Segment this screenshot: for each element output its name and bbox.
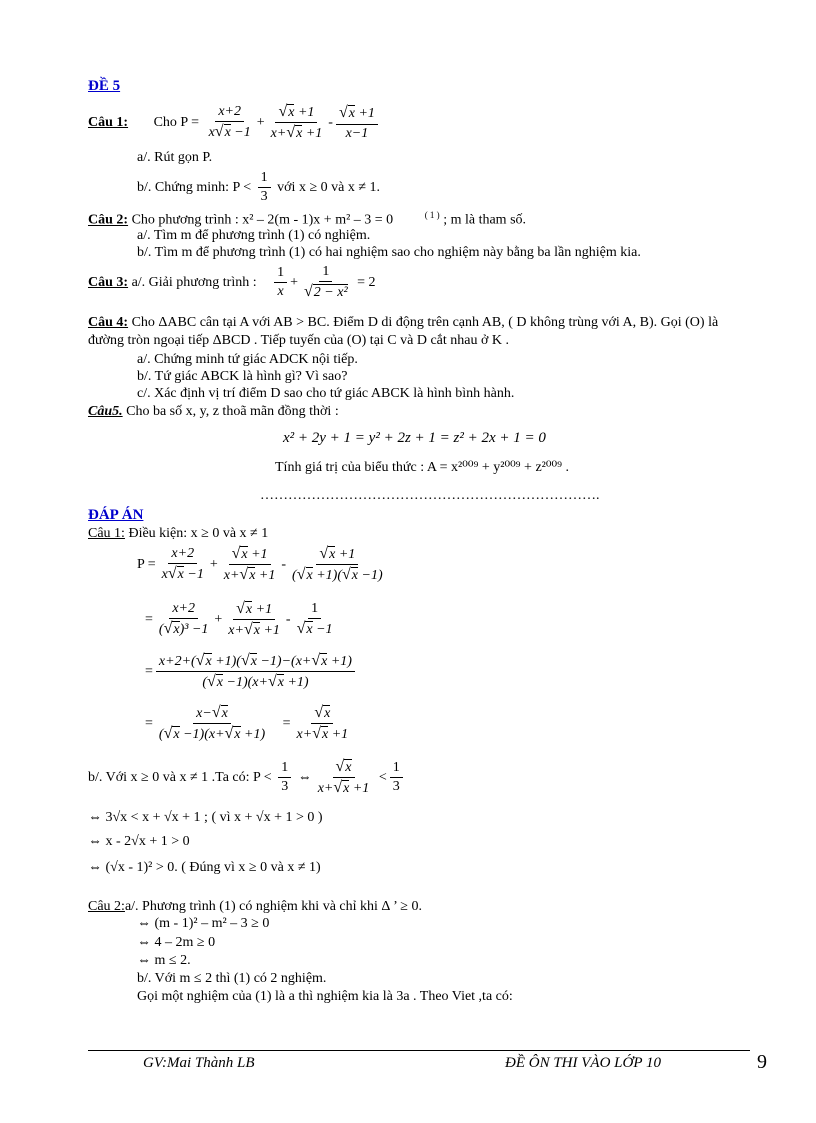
p-fraction-3: $\frac{√x +1}{x-1}$: [336, 104, 378, 141]
exam-title: ĐỀ 5: [88, 78, 121, 94]
question-4: [88, 315, 718, 331]
equation-ref: ( 1 ): [424, 210, 440, 220]
answer-2a: Câu 2:a/. Phương trình (1) có nghiệm khi và chỉ khi Δ ’ ≥ 0.: [88, 899, 422, 914]
question-4c: c/. Xác định vị trí điểm D sao cho tứ giác ABCK là hình bình hành.: [137, 386, 515, 401]
question-5-task: Tính giá trị của biểu thức : A = x²⁰⁰⁹ + y²⁰⁰⁹ + z²⁰⁰⁹ .: [275, 460, 569, 475]
page-number: 9: [757, 1051, 767, 1073]
question-2b: b/. Tìm m để phương trình (1) có hai nghiệm sao cho nghiệm này bằng ba lần nghiệm kia.: [137, 245, 641, 260]
question-1-label: Câu 1:: [88, 115, 129, 131]
question-3-label: Câu 3:: [88, 274, 129, 290]
question-4a: a/. Chứng minh tứ giác ADCK nội tiếp.: [137, 352, 358, 367]
derivation-step-2: = $\frac{x+2}{\text{(√x)³ −1}}$ + $\frac{√x +1}{x+√x +1}$ - $\frac{1}{√x -1}$: [145, 600, 333, 639]
question-2-intro: Cho phương trình : x² – 2(m - 1)x + m² – 3 = 0: [131, 212, 394, 228]
derivation-step-4: = $\frac{x-√x}{(√x -1)(x+√x +1)}$ = $\frac{√x}{x+√x +1}$: [145, 704, 349, 743]
system-equation: x² + 2y + 1 = y² + 2z + 1 = z² + 2x + 1 = 0: [283, 430, 546, 446]
question-4-label: Câu 4:: [88, 315, 129, 330]
question-5-label: Câu5.: [88, 404, 123, 419]
question-1: Câu 1: Cho P = $\frac{x+2}{x√x -1}$ + $\frac{√x +1}{x+√x +1}$ - $\frac{√x +1}{x-1}$: [88, 103, 381, 143]
question-2a: a/. Tìm m để phương trình (1) có nghiệm.: [137, 228, 371, 243]
derivation-step-3: = $\frac{x+2+(√x +1)(√x -1)-(x+√x +1)}{(√x -1)(x+√x +1)}$: [145, 652, 358, 692]
equation-fraction-1: $\frac{1}{x}$: [274, 265, 287, 300]
footer-subject: ĐỀ ÔN THI VÀO LỚP 10: [505, 1055, 661, 1071]
question-1b: b/. Chứng minh: P < $\frac{1}{3}$ với x ≥ 0 và x ≠ 1.: [137, 170, 381, 205]
question-4-line2: đường tròn ngoại tiếp ΔBCD . Tiếp tuyến của (O) tại C và D cắt nhau ở K .: [88, 333, 510, 348]
question-5-intro: Cho ba số x, y, z thoã mãn đồng thời :: [126, 404, 339, 419]
answer-2-label: Câu 2:: [88, 899, 125, 914]
answer-2a-step-3: ⇔ m ≤ 2.: [137, 953, 191, 968]
footer-author: GV:Mai Thành LB: [143, 1055, 255, 1071]
answer-1b-step-1: ⇔ 3√x < x + √x + 1 ; ( vì x + √x + 1 > 0 ): [88, 810, 323, 825]
answer-1-label: Câu 1:: [88, 526, 125, 541]
answer-2b: b/. Với m ≤ 2 thì (1) có 2 nghiệm.: [137, 971, 327, 986]
question-4b: b/. Tứ giác ABCK là hình gì? Vì sao?: [137, 369, 348, 384]
question-3-intro: a/. Giải phương trình :: [131, 274, 257, 290]
separator-dots: ……………………………………………………………….: [260, 488, 600, 503]
answer-1b: b/. Với x ≥ 0 và x ≠ 1 .Ta có: P < $\frac{1}{3}$ ⇔ $\frac{√x}{x+√x +1}$ < $\frac{1}{3}$: [88, 758, 406, 798]
question-3: Câu 3: a/. Giải phương trình : $\frac{1}{x}$ + $\frac{1}{\text{√2 − x²}}$ = 2: [88, 264, 376, 301]
equation-fraction-2: $\frac{1}{\text{√2 − x²}}$: [304, 264, 348, 301]
answer-2b-line2: Gọi một nghiệm của (1) là a thì nghiệm kia là 3a . Theo Viet ,ta có:: [137, 989, 513, 1004]
question-2: Câu 2: Cho phương trình : x² – 2(m - 1)x + m² – 3 = 0 $^{( 1 )}$ ; m là tham số.: [88, 210, 527, 228]
question-5: [88, 404, 339, 420]
answer-2a-step-1: ⇔ (m - 1)² – m² – 3 ≥ 0: [137, 916, 270, 931]
footer-divider: [88, 1050, 750, 1051]
question-2-label: Câu 2:: [88, 212, 129, 228]
question-4-line1: Cho ΔABC cân tại A với AB > BC. Điểm D di động trên cạnh AB, ( D không trùng với A, B). Gọi (O) là: [131, 315, 719, 330]
one-third-fraction: $\frac{1}{3}$: [258, 170, 271, 205]
p-fraction-1: $\frac{x+2}{x√x -1}$: [208, 104, 251, 141]
answer-1-condition: Câu 1: Điều kiện: x ≥ 0 và x ≠ 1: [88, 526, 269, 541]
answer-2a-step-2: ⇔ 4 – 2m ≥ 0: [137, 935, 216, 950]
answer-1b-step-2: ⇔ x - 2√x + 1 > 0: [88, 834, 190, 849]
question-1-intro: Cho P =: [153, 115, 200, 131]
answer-1b-step-3: ⇔ (√x - 1)² > 0. ( Đúng vì x ≥ 0 và x ≠ 1): [88, 860, 321, 875]
derivation-step-1: P = $\frac{x+2}{x√x -1}$ + $\frac{√x +1}{x+√x +1}$ - $\frac{√x +1}{(√x +1)(√x -1)}$: [137, 545, 383, 584]
p-fraction-2: $\frac{√x +1}{x+√x +1}$: [270, 103, 323, 142]
answer-title: ĐÁP ÁN: [88, 507, 144, 523]
question-1a: a/. Rút gọn P.: [137, 150, 213, 165]
